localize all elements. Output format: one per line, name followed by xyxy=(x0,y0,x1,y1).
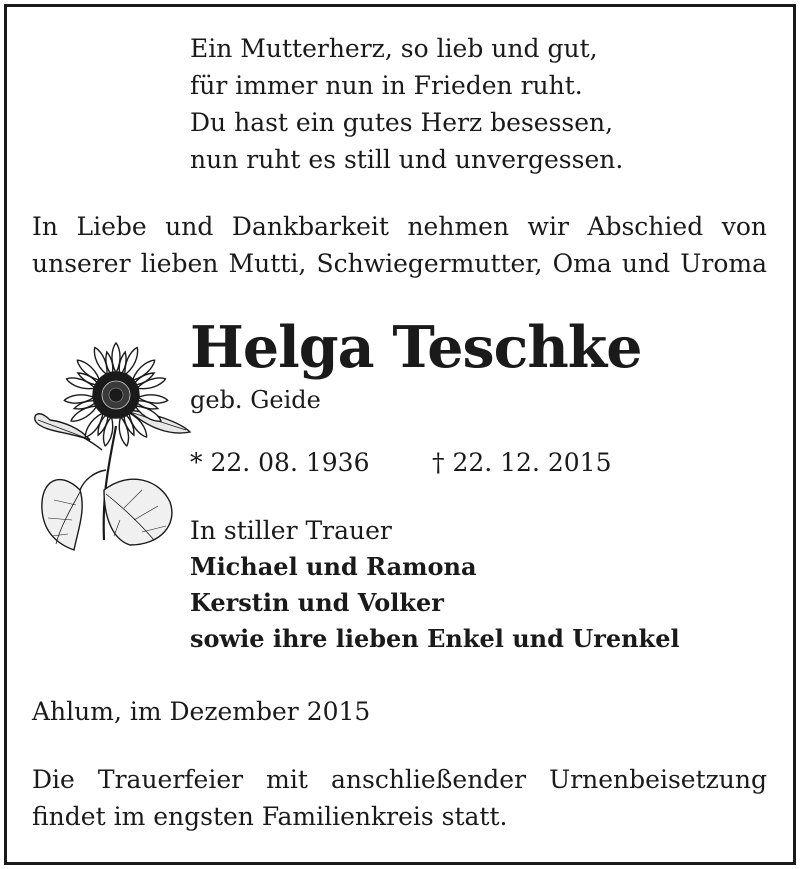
birth-date: * 22. 08. 1936 xyxy=(190,448,370,477)
intro-text xyxy=(32,208,767,282)
poem xyxy=(190,30,623,178)
funeral-line: Die Trauerfeier mit anschließender Urnenbeisetzung xyxy=(32,765,767,794)
deceased-name: Helga Teschke xyxy=(190,314,642,381)
poem-line: Ein Mutterherz, so lieb und gut, xyxy=(190,34,598,63)
mourners-heading: In stiller Trauer xyxy=(190,516,392,545)
life-dates xyxy=(190,446,611,480)
sunflower-icon xyxy=(30,340,198,560)
poem-line: nun ruht es still und unvergessen. xyxy=(190,145,624,174)
poem-line: für immer nun in Frieden ruht. xyxy=(190,71,583,100)
funeral-note xyxy=(32,761,767,835)
place-date: Ahlum, im Dezember 2015 xyxy=(32,697,371,726)
mourner-name: Michael und Ramona xyxy=(190,552,477,581)
mourner-name: sowie ihre lieben Enkel und Urenkel xyxy=(190,624,680,653)
poem-line: Du hast ein gutes Herz besessen, xyxy=(190,108,614,137)
intro-line: In Liebe und Dankbarkeit nehmen wir Abschied von xyxy=(32,212,767,241)
mourners-block xyxy=(190,513,680,657)
mourner-name: Kerstin und Volker xyxy=(190,588,444,617)
death-date: † 22. 12. 2015 xyxy=(432,448,612,477)
funeral-line: findet im engsten Familienkreis statt. xyxy=(32,802,508,831)
maiden-name: geb. Geide xyxy=(190,386,321,414)
intro-line: unserer lieben Mutti, Schwiegermutter, Oma und Uroma xyxy=(32,249,767,278)
